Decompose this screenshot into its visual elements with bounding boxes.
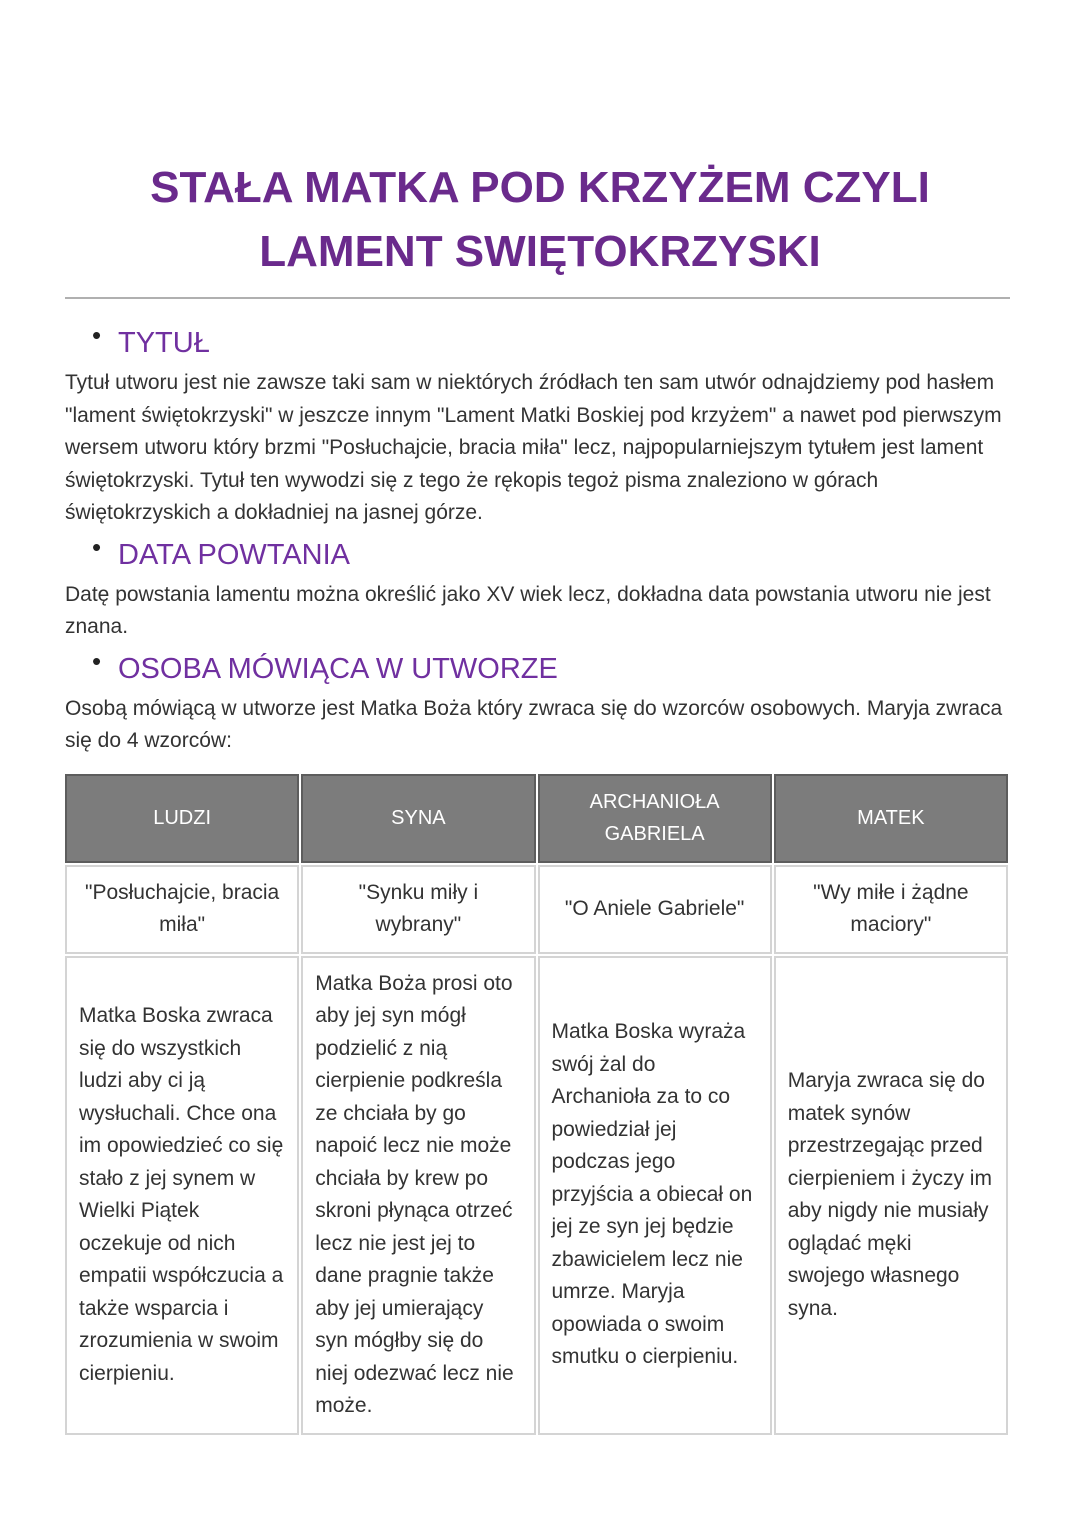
wzorce-table	[63, 772, 1010, 1437]
section-heading	[65, 320, 1010, 363]
table-cell-quote: "Posłuchajcie, bracia miła"	[65, 865, 299, 954]
section-heading-label: TYTUŁ	[118, 327, 210, 359]
title-line-1: STAŁA MATKA POD KRZYŻEM CZYLI	[150, 163, 930, 212]
bullet-icon: •	[92, 320, 102, 350]
table-cell-quote: "Synku miły i wybrany"	[301, 865, 535, 954]
table-cell-description: Matka Boska zwraca się do wszystkich ludzi aby ci ją wysłuchali. Chce ona im opowiedzieć co się stało z jej synem w Wielki Piątek oczekuje od nich empatii współczucia a także wsparcia i zrozumienia w swoim cierpieniu.	[65, 956, 299, 1435]
section-paragraph: Datę powstania lamentu można określić jako XV wiek lecz, dokładna data powstania utworu nie jest znana.	[65, 582, 991, 638]
table-header-row	[65, 774, 1008, 863]
table-cell-description: Matka Boska wyraża swój żal do Archanioła za to co powiedział jej podczas jego przyjścia a obiecał on jej ze syn jej będzie zbawicielem lecz nie umrze. Maryja opowiada o swoim smutku o cierpieniu.	[538, 956, 772, 1435]
table-row-descriptions	[65, 956, 1008, 1435]
bullet-icon: •	[92, 531, 102, 562]
document-body	[65, 320, 1010, 1437]
table-header-cell: ARCHANIOŁA GABRIELA	[538, 774, 772, 863]
section-paragraph: Tytuł utworu jest nie zawsze taki sam w niektórych źródłach ten sam utwór odnajdziemy pod hasłem "lament świętokrzyski" w jeszcze innym "Lament Matki Boskiej pod krzyżem" a nawet pod pierwszym wersem utworu który brzmi "Posłuchajcie, bracia miła" lecz, najpopularniejszym tytułem jest lament świętokrzyski. Tytuł ten wywodzi się z tego że rękopis tegoż pisma znaleziono w górach świętokrzyskich a dokładniej na jasnej górze.	[65, 371, 1002, 524]
table-cell-quote: "O Aniele Gabriele"	[538, 865, 772, 954]
table-cell-description: Maryja zwraca się do matek synów przestrzegając przed cierpieniem i życzy im aby nigdy nie musiały oglądać męki swojego własnego syna.	[774, 956, 1008, 1435]
section-heading	[65, 645, 1010, 689]
bullet-icon: •	[92, 645, 102, 676]
section-tytul	[65, 320, 1010, 530]
table-header-cell: LUDZI	[65, 774, 299, 863]
section-paragraph: Osobą mówiącą w utworze jest Matka Boża który zwraca się do wzorców osobowych. Maryja zwraca się do 4 wzorców:	[65, 696, 1003, 752]
title-divider	[65, 297, 1010, 299]
section-heading	[65, 531, 1010, 575]
section-data-powstania	[65, 531, 1010, 644]
table-cell-quote: "Wy miłe i żądne maciory"	[774, 865, 1008, 954]
table-row-quotes	[65, 865, 1008, 954]
wzorce-table-wrapper	[63, 772, 1010, 1437]
table-header-cell: MATEK	[774, 774, 1008, 863]
section-osoba-mowiaca	[65, 645, 1010, 758]
section-heading-label: OSOBA MÓWIĄCA W UTWORZE	[118, 652, 558, 685]
table-cell-description: Matka Boża prosi oto aby jej syn mógł podzielić z nią cierpienie podkreśla ze chciała by go napoić lecz nie może chciała by krew po skroni płynąca otrzeć lecz nie jest jej to dane pragnie także aby jej umierający syn mógłby się do niej odezwać lecz nie może.	[301, 956, 535, 1435]
section-heading-label: DATA POWTANIA	[118, 538, 351, 571]
table-header-cell: SYNA	[301, 774, 535, 863]
title-line-2: LAMENT SWIĘTOKRZYSKI	[259, 227, 821, 276]
document-title	[0, 156, 1080, 284]
